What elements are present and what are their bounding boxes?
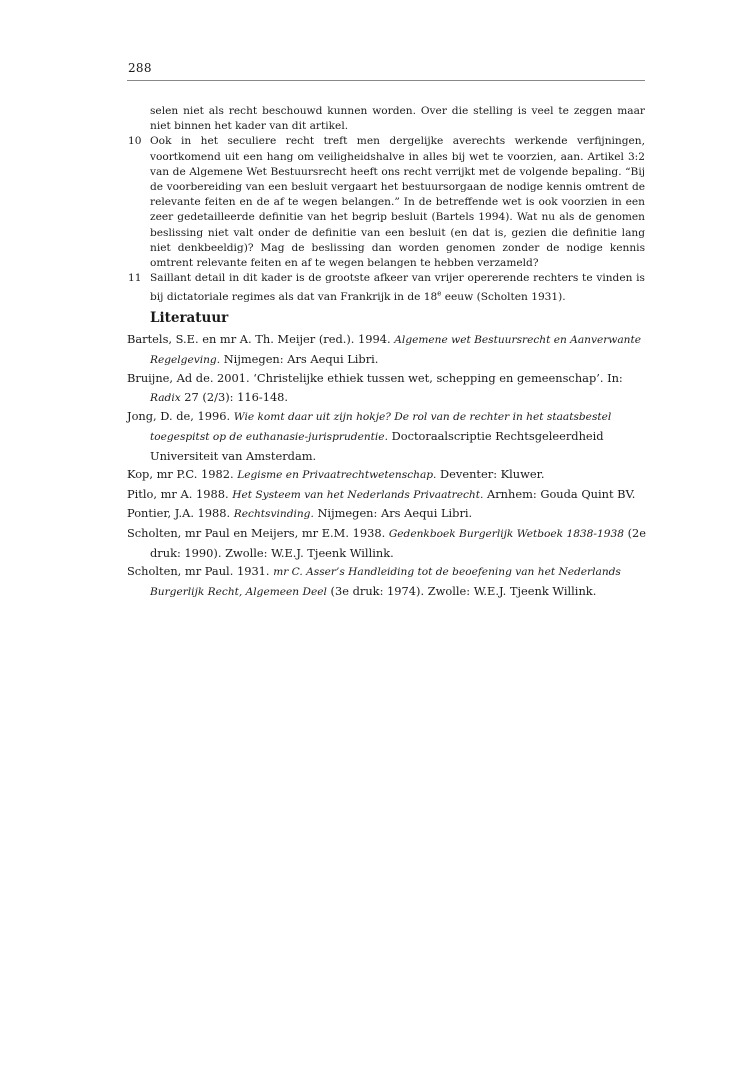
endnote-10	[128, 134, 645, 271]
reference-item: Pitlo, mr A. 1988. Het Systeem van het Nederlands Privaatrecht. Arnhem: Gouda Quint BV.	[127, 486, 636, 501]
page-number: 288	[128, 61, 152, 75]
superscript: e	[437, 289, 442, 298]
reference-item: Scholten, mr Paul en Meijers, mr E.M. 1938. Gedenkboek Burgerlijk Wetboek 1838-1938 (2e druk: 1990). Zwolle: W.E.J. Tjeenk Willink.	[127, 525, 647, 560]
reference-list	[127, 330, 647, 601]
reference-item: Pontier, J.A. 1988. Rechtsvinding. Nijmegen: Ars Aequi Libri.	[127, 506, 473, 521]
reference-item: Scholten, mr Paul. 1931. mr C. Asser’s Handleiding tot de beoefening van het Nederlands Burgerlijk Recht, Algemeen Deel (3e druk: 1974). Zwolle: W.E.J. Tjeenk Willink.	[127, 564, 621, 598]
endnote-number: 11	[128, 272, 142, 285]
endnote-text: Saillant detail in dit kader is de grootste afkeer van vrijer opererende rechters te vinden is bij dictatoriale regimes als dat van Frankrijk in de 18e eeuw (Scholten 1931).	[150, 272, 645, 303]
endnote-number: 10	[128, 135, 142, 148]
reference-item: Kop, mr P.C. 1982. Legisme en Privaatrechtwetenschap. Deventer: Kluwer.	[127, 467, 545, 482]
reference-item: Bruijne, Ad de. 2001. ‘Christelijke ethiek tussen wet, schepping en gemeenschap’. In: Radix 27 (2/3): 116-148.	[127, 371, 623, 404]
literature-heading: Literatuur	[150, 310, 229, 326]
endnote-text: Ook in het seculiere recht treft men dergelijke averechts werkende verfijningen, voortkomend uit een hang om veiligheidshalve in alles bij wet te voorzien, aan. Artikel 3:2 van de Algemene Wet Bestuursrecht heeft ons recht verrijkt met de volgende bepaling. “Bij de voorbereiding van een besluit vergaart het bestuursorgaan de nodige kennis omtrent de relevante feiten en de af te wegen belangen.” In de betreffende wet is ook voorzien in een zeer gedetailleerde definitie van het begrip besluit (Bartels 1994). Wat nu als de genomen beslissing niet valt onder de definitie van een besluit (en dat is, gezien die definitie lang niet denkbeeldig)? Mag de beslissing dan worden genomen zonder de nodige kennis omtrent relevante feiten en af te wegen belangen te hebben verzameld?	[150, 135, 645, 270]
reference-item: Jong, D. de, 1996. Wie komt daar uit zijn hokje? De rol van de rechter in het staatsbestel toegespitst op de euthanasie-jurisprudentie. Doctoraalscriptie Rechtsgeleerdheid Universiteit van Amsterdam.	[127, 409, 612, 463]
reference-item: Bartels, S.E. en mr A. Th. Meijer (red.). 1994. Algemene wet Bestuursrecht en Aanverwante Regelgeving. Nijmegen: Ars Aequi Libri.	[127, 332, 642, 366]
endnote-continuation	[128, 104, 645, 134]
header-rule	[127, 80, 645, 81]
endnote-text: selen niet als recht beschouwd kunnen worden. Over die stelling is veel te zeggen maar niet binnen het kader van dit artikel.	[150, 105, 645, 133]
endnotes	[128, 104, 645, 305]
endnote-11	[128, 271, 645, 305]
